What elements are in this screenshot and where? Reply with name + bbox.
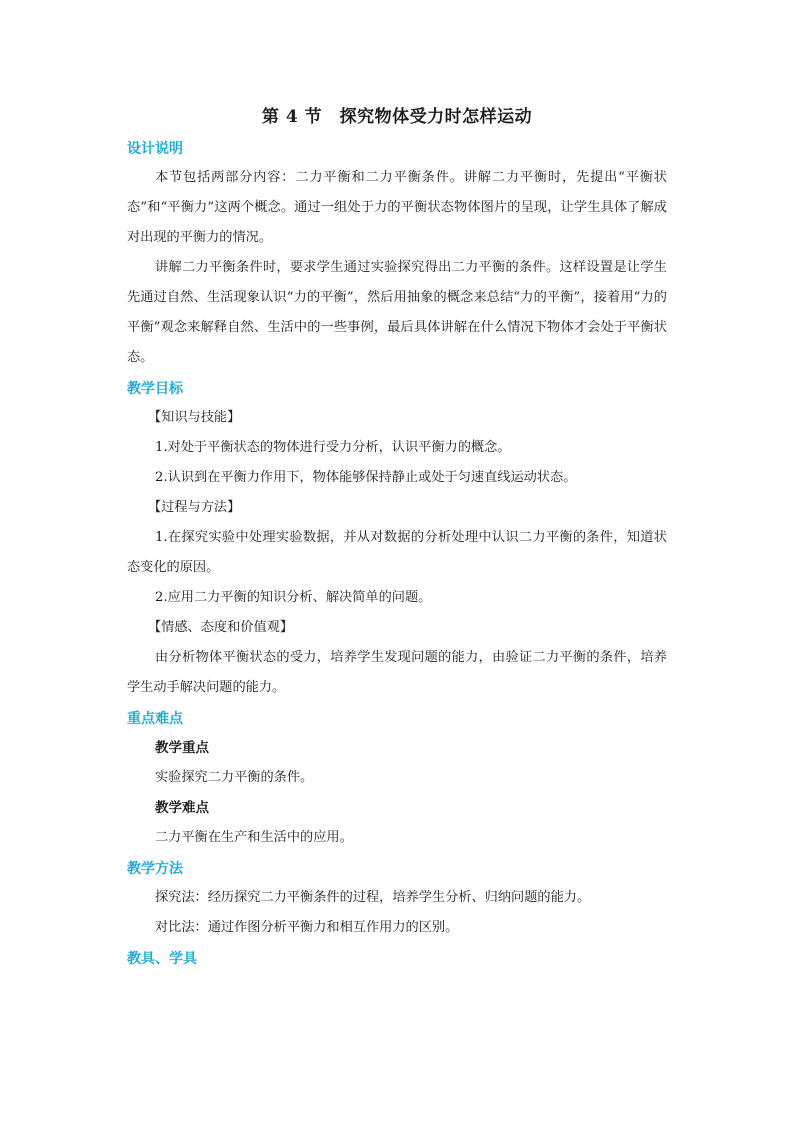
process-item-1: 1.在探究实验中处理实验数据，并从对数据的分析处理中认识二力平衡的条件，知道状态变化的原因。 <box>127 530 667 575</box>
section-heading-objectives: 教学目标 <box>127 381 183 397</box>
focus-text: 实验探究二力平衡的条件。 <box>155 770 314 785</box>
section-heading-tools: 教具、学具 <box>127 951 197 967</box>
difficulty-text: 二力平衡在生产和生活中的应用。 <box>155 830 353 845</box>
emotion-label: 【情感、态度和价值观】 <box>148 620 294 635</box>
process-item-2: 2.应用二力平衡的知识分析、解决简单的问题。 <box>155 590 432 605</box>
design-paragraph-2: 讲解二力平衡条件时，要求学生通过实验探究得出二力平衡的条件。这样设置是让学生先通过自然、生活现象认识“力的平衡”，然后用抽象的概念来总结“力的平衡”，接着用“力的平衡”观念来解释自然、生活中的一些事例，最后具体讲解在什么情况下物体才会处于平衡状态。 <box>127 260 667 365</box>
section-heading-design: 设计说明 <box>127 141 183 157</box>
process-label: 【过程与方法】 <box>148 500 241 515</box>
page-title: 第 4 节 探究物体受力时怎样运动 <box>261 107 533 127</box>
method-item-1: 探究法：经历探究二力平衡条件的过程，培养学生分析、归纳问题的能力。 <box>155 890 591 905</box>
design-paragraph-1: 本节包括两部分内容：二力平衡和二力平衡条件。讲解二力平衡时，先提出“平衡状态”和“平衡力”这两个概念。通过一组处于力的平衡状态物体图片的呈现，让学生具体了解成对出现的平衡力的情况。 <box>127 170 667 245</box>
section-heading-keypoints: 重点难点 <box>127 711 183 727</box>
section-heading-methods: 教学方法 <box>127 861 183 877</box>
document-content <box>127 101 667 973</box>
focus-label: 教学重点 <box>155 740 209 756</box>
knowledge-item-1: 1.对处于平衡状态的物体进行受力分析，认识平衡力的概念。 <box>155 440 511 455</box>
emotion-item-1: 由分析物体平衡状态的受力，培养学生发现问题的能力，由验证二力平衡的条件，培养学生动手解决问题的能力。 <box>127 650 667 695</box>
knowledge-item-2: 2.认识到在平衡力作用下，物体能够保持静止或处于匀速直线运动状态。 <box>155 470 577 485</box>
difficulty-label: 教学难点 <box>155 800 209 816</box>
knowledge-label: 【知识与技能】 <box>148 410 241 425</box>
method-item-2: 对比法：通过作图分析平衡力和相互作用力的区别。 <box>155 920 459 935</box>
